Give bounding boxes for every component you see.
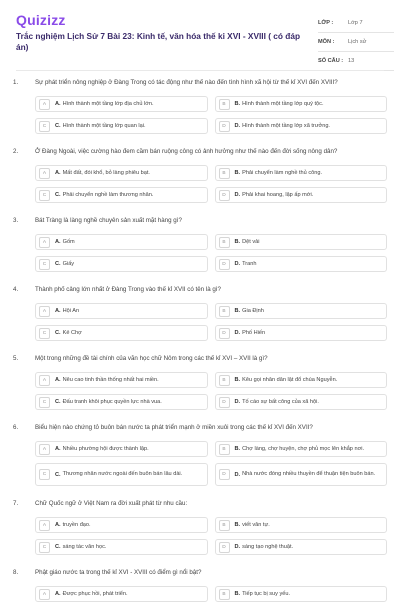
option-letter-badge: B xyxy=(219,589,230,600)
option-letter-badge: B xyxy=(219,520,230,531)
option-a[interactable] xyxy=(35,517,208,533)
option-text: viết văn tự. xyxy=(242,521,270,528)
option-text: Đấu tranh khôi phục quyền lực nhà vua. xyxy=(62,398,162,405)
question-header xyxy=(13,499,387,509)
question-text: Một trong những đề tài chính của văn học chữ Nôm trong các thế kỉ XVI – XVII là gì? xyxy=(35,355,268,362)
question-text: Chữ Quốc ngữ ở Việt Nam ra đời xuất phát từ nhu cầu: xyxy=(35,500,188,507)
option-text: Nêu cao tinh thần thống nhất hai miền. xyxy=(62,376,159,383)
question-number: 8. xyxy=(13,569,19,576)
option-letter-badge: C xyxy=(39,397,50,408)
question-number: 7. xyxy=(13,500,19,507)
option-letter-badge: A xyxy=(39,589,50,600)
answer-options xyxy=(35,372,387,410)
option-label: B. xyxy=(234,446,241,452)
option-label: D. xyxy=(234,261,241,267)
meta-key: MÔN : xyxy=(318,39,335,45)
option-text: Nhiều phường hội được thành lập. xyxy=(62,445,149,452)
option-c[interactable] xyxy=(35,463,208,486)
meta-key: SỐ CÂU : xyxy=(318,58,344,64)
option-b[interactable] xyxy=(215,234,388,250)
meta-row-class xyxy=(318,14,394,33)
meta-value: 13 xyxy=(348,58,355,64)
option-text: Thương nhân nước ngoài đến buôn bán lâu dài. xyxy=(62,471,183,477)
option-text: Tố cáo sự bất công của xã hội. xyxy=(242,398,319,405)
option-text: Hình thành một tầng lớp quan lại. xyxy=(62,122,146,129)
option-text: Mất đất, đói khổ, bỏ làng phiêu bạt. xyxy=(62,169,150,176)
header-divider xyxy=(16,70,384,71)
option-b[interactable] xyxy=(215,303,388,319)
option-text: Được phục hồi, phát triển. xyxy=(62,590,128,597)
option-letter-badge: C xyxy=(39,469,50,480)
option-text: Gốm xyxy=(62,238,75,245)
question-list xyxy=(0,78,400,602)
option-text: Kẻ Chợ xyxy=(62,329,82,336)
option-letter-badge: A xyxy=(39,237,50,248)
option-b[interactable] xyxy=(215,517,388,533)
option-d[interactable] xyxy=(215,463,388,486)
answer-options xyxy=(35,234,387,272)
option-c[interactable] xyxy=(35,187,208,203)
option-b[interactable] xyxy=(215,96,388,112)
answer-options xyxy=(35,303,387,341)
question-header xyxy=(13,285,387,295)
answer-options xyxy=(35,517,387,555)
question-6 xyxy=(13,423,387,486)
option-b[interactable] xyxy=(215,441,388,457)
option-letter-badge: B xyxy=(219,306,230,317)
option-d[interactable] xyxy=(215,394,388,410)
option-label: C. xyxy=(55,399,61,405)
option-c[interactable] xyxy=(35,256,208,272)
meta-value: Lịch sử xyxy=(348,39,367,45)
meta-key: LỚP : xyxy=(318,20,334,26)
option-text: Phố Hiến xyxy=(242,329,266,336)
question-header xyxy=(13,78,387,88)
option-text: truyền đạo. xyxy=(62,521,91,528)
option-letter-badge: A xyxy=(39,444,50,455)
option-letter-badge: D xyxy=(219,469,230,480)
option-letter-badge: A xyxy=(39,168,50,179)
question-text: Thành phố cảng lớn nhất ở Đàng Trong vào thế kỉ XVII có tên là gì? xyxy=(35,286,221,293)
option-label: D. xyxy=(234,192,241,198)
option-label: C. xyxy=(55,544,61,550)
option-label: C. xyxy=(55,471,61,478)
option-a[interactable] xyxy=(35,372,208,388)
brand-name: Quizizz xyxy=(16,12,66,28)
option-letter-badge: D xyxy=(219,328,230,339)
meta-row-subject xyxy=(318,33,394,52)
option-c[interactable] xyxy=(35,394,208,410)
question-header xyxy=(13,147,387,157)
option-label: B. xyxy=(234,522,241,528)
option-a[interactable] xyxy=(35,303,208,319)
option-label: A. xyxy=(55,101,61,107)
option-text: Phải khai hoang, lập ấp mới. xyxy=(242,191,314,198)
worksheet-header xyxy=(0,0,400,66)
option-text: Hình thành một tầng lớp địa chủ lớn. xyxy=(62,100,154,107)
question-7 xyxy=(13,499,387,555)
option-text: sáng tạo nghệ thuật. xyxy=(242,543,294,550)
option-letter-badge: D xyxy=(219,190,230,201)
option-letter-badge: A xyxy=(39,375,50,386)
option-label: A. xyxy=(55,239,61,245)
option-label: D. xyxy=(234,544,241,550)
answer-options xyxy=(35,441,387,486)
option-letter-badge: A xyxy=(39,520,50,531)
question-2 xyxy=(13,147,387,203)
question-text: Phật giáo nước ta trong thế kỉ XVI - XVIII có điểm gì nổi bật? xyxy=(35,569,202,576)
answer-options xyxy=(35,165,387,203)
question-text: Ở Đàng Ngoài, việc cường hào đem cầm bán ruộng công có ảnh hưởng như thế nào đến đời sống nông dân? xyxy=(35,148,338,155)
option-letter-badge: B xyxy=(219,237,230,248)
quizizz-logo xyxy=(16,12,66,28)
option-d[interactable] xyxy=(215,256,388,272)
option-label: D. xyxy=(234,330,241,336)
option-letter-badge: D xyxy=(219,259,230,270)
question-8 xyxy=(13,568,387,602)
option-label: A. xyxy=(55,591,61,597)
question-number: 2. xyxy=(13,148,19,155)
question-header xyxy=(13,354,387,364)
option-label: B. xyxy=(234,308,241,314)
option-letter-badge: D xyxy=(219,542,230,553)
option-c[interactable] xyxy=(35,539,208,555)
option-a[interactable] xyxy=(35,234,208,250)
option-label: C. xyxy=(55,123,61,129)
option-text: Nhà nước đóng nhiều thuyền để thuận tiện buôn bán. xyxy=(242,471,376,477)
option-b[interactable] xyxy=(215,372,388,388)
option-d[interactable] xyxy=(215,325,388,341)
option-text: Hội An xyxy=(62,307,80,314)
option-label: C. xyxy=(55,192,61,198)
option-letter-badge: C xyxy=(39,259,50,270)
option-label: A. xyxy=(55,377,61,383)
option-a[interactable] xyxy=(35,96,208,112)
option-c[interactable] xyxy=(35,325,208,341)
question-header xyxy=(13,216,387,226)
option-letter-badge: D xyxy=(219,121,230,132)
option-label: A. xyxy=(55,308,61,314)
option-text: Gia Định xyxy=(242,307,264,314)
option-text: Dệt vải xyxy=(242,238,260,245)
option-label: B. xyxy=(234,377,241,383)
option-label: D. xyxy=(234,123,241,129)
option-letter-badge: B xyxy=(219,168,230,179)
option-d[interactable] xyxy=(215,187,388,203)
option-letter-badge: C xyxy=(39,542,50,553)
question-text: Sự phát triển nông nghiệp ở Đàng Trong có tác động như thế nào đến tình hình xã hội từ thế kỉ XVI đến XVIII? xyxy=(35,79,338,86)
option-letter-badge: B xyxy=(219,444,230,455)
question-4 xyxy=(13,285,387,341)
worksheet-meta xyxy=(318,14,394,71)
option-d[interactable] xyxy=(215,118,388,134)
option-text: Phải chuyển nghề làm thương nhân. xyxy=(62,191,154,198)
question-number: 3. xyxy=(13,217,19,224)
option-letter-badge: C xyxy=(39,190,50,201)
option-label: B. xyxy=(234,239,241,245)
option-letter-badge: B xyxy=(219,375,230,386)
option-letter-badge: A xyxy=(39,306,50,317)
question-header xyxy=(13,423,387,433)
option-text: Hình thành một tầng lớp xã trưởng. xyxy=(242,122,330,129)
option-label: B. xyxy=(234,170,241,176)
option-text: Giấy xyxy=(62,260,75,267)
option-label: D. xyxy=(234,471,241,478)
option-label: A. xyxy=(55,446,61,452)
option-label: C. xyxy=(55,261,61,267)
meta-value: Lớp 7 xyxy=(348,20,363,26)
option-text: sáng tác văn học. xyxy=(62,543,107,550)
question-text: Bát Tràng là làng nghề chuyên sản xuất mặt hàng gì? xyxy=(35,217,182,224)
option-label: A. xyxy=(55,170,61,176)
question-number: 6. xyxy=(13,424,19,431)
option-c[interactable] xyxy=(35,118,208,134)
option-text: Hình thành một tầng lớp quý tộc. xyxy=(242,100,324,107)
question-1 xyxy=(13,78,387,134)
option-label: D. xyxy=(234,399,241,405)
option-letter-badge: B xyxy=(219,99,230,110)
question-number: 4. xyxy=(13,286,19,293)
option-b[interactable] xyxy=(215,165,388,181)
question-text: Biểu hiện nào chứng tỏ buôn bán nước ta phát triển mạnh ở miền xuôi trong các thế kỉ XVI đến XVII? xyxy=(35,424,313,431)
option-letter-badge: A xyxy=(39,99,50,110)
page-title: Trắc nghiệm Lịch Sử 7 Bài 23: Kinh tế, văn hóa thế kỉ XVI - XVIII ( có đáp án) xyxy=(16,31,301,52)
option-letter-badge: D xyxy=(219,397,230,408)
question-number: 1. xyxy=(13,79,19,86)
question-number: 5. xyxy=(13,355,19,362)
option-a[interactable] xyxy=(35,441,208,457)
option-text: Phải chuyển làm nghề thủ công. xyxy=(242,169,323,176)
meta-row-count xyxy=(318,52,394,71)
question-5 xyxy=(13,354,387,410)
option-text: Chợ làng, chợ huyện, chợ phủ mọc lên khắp nơi. xyxy=(242,445,365,452)
option-letter-badge: C xyxy=(39,121,50,132)
option-label: C. xyxy=(55,330,61,336)
option-label: B. xyxy=(234,101,241,107)
question-header xyxy=(13,568,387,578)
question-3 xyxy=(13,216,387,272)
option-text: Tranh xyxy=(242,260,257,267)
option-d[interactable] xyxy=(215,539,388,555)
option-text: Kêu gọi nhân dân lật đổ chúa Nguyễn. xyxy=(242,376,338,383)
option-text: Tiếp tục bị suy yếu. xyxy=(242,590,291,597)
answer-options xyxy=(35,96,387,134)
option-letter-badge: C xyxy=(39,328,50,339)
option-label: A. xyxy=(55,522,61,528)
option-a[interactable] xyxy=(35,165,208,181)
option-label: B. xyxy=(234,591,241,597)
